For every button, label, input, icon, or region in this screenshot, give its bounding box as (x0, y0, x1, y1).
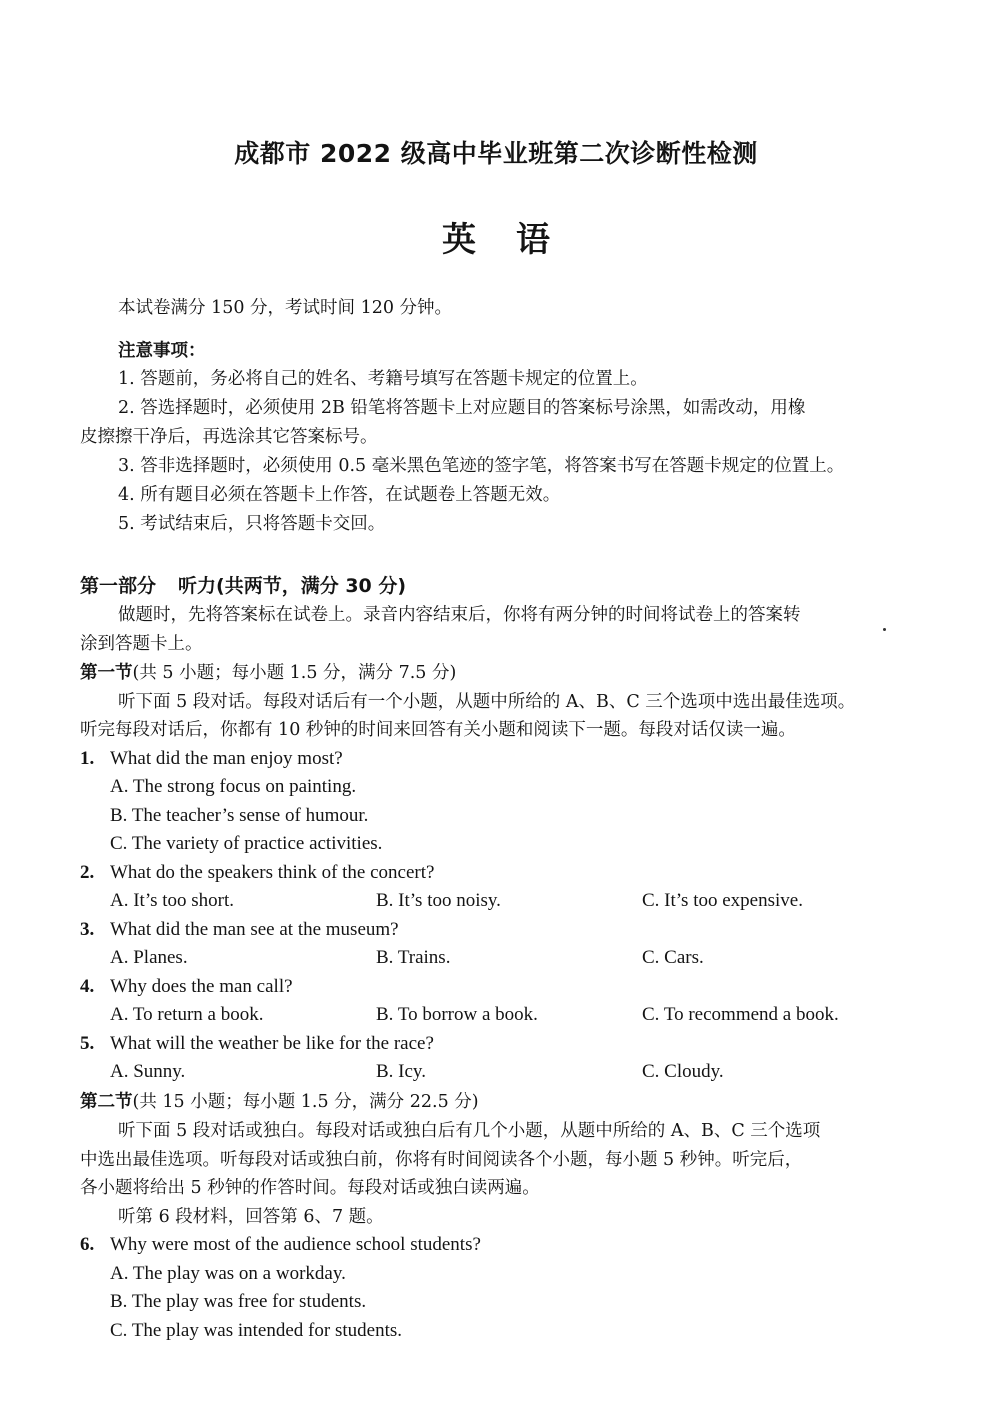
question-number: 5. (80, 1033, 95, 1054)
question-number: 1. (80, 748, 95, 769)
section2-instruction: 各小题将给出 5 秒钟的作答时间。每段对话或独白读两遍。 (80, 1178, 540, 1198)
option: B. Icy. (376, 1061, 426, 1082)
question-text: What did the man see at the museum? (110, 919, 399, 940)
exam-title: 成都市 2022 级高中毕业班第二次诊断性检测 (234, 139, 758, 168)
question (80, 1033, 434, 1055)
question-number: 3. (80, 919, 95, 940)
notice-heading: 注意事项： (118, 341, 206, 361)
section1-heading-detail: (共 5 小题；每小题 1.5 分，满分 7.5 分) (132, 663, 457, 683)
question-text: Why does the man call? (110, 976, 293, 997)
intro-text: 本试卷满分 150 分，考试时间 120 分钟。 (118, 298, 453, 318)
section2-heading-detail: (共 15 小题；每小题 1.5 分，满分 22.5 分) (132, 1092, 479, 1112)
section1-instruction: 听下面 5 段对话。每段对话后有一个小题，从题中所给的 A、B、C 三个选项中选出最佳选项。 (118, 692, 856, 712)
notice-item: 4. 所有题目必须在答题卡上作答，在试题卷上答题无效。 (118, 485, 561, 505)
option: A. The strong focus on painting. (110, 776, 357, 797)
option: A. Sunny. (110, 1061, 186, 1082)
question (80, 919, 399, 941)
option: A. To return a book. (110, 1004, 264, 1025)
notice-item: 1. 答题前，务必将自己的姓名、考籍号填写在答题卡规定的位置上。 (118, 369, 648, 389)
notice-item: 3. 答非选择题时，必须使用 0.5 毫米黑色笔迹的签字笔，将答案书写在答题卡规定的位置上。 (118, 456, 845, 476)
notice-item: 5. 考试结束后，只将答题卡交回。 (118, 514, 386, 534)
section2-instruction: 中选出最佳选项。听每段对话或独白前，你将有时间阅读各个小题，每小题 5 秒钟。听完后， (80, 1150, 803, 1170)
part1-heading (80, 575, 406, 598)
question (80, 976, 293, 998)
option: A. It’s too short. (110, 890, 235, 911)
question (80, 748, 343, 770)
option: B. To borrow a book. (376, 1004, 538, 1025)
notice-item: 皮擦擦干净后，再选涂其它答案标号。 (80, 427, 378, 447)
subject-title: 英语 (442, 220, 590, 260)
section1-heading (80, 662, 456, 684)
section1-heading-label: 第一节 (80, 663, 133, 683)
question-text: Why were most of the audience school students? (110, 1234, 481, 1255)
notice-item: 2. 答选择题时，必须使用 2B 铅笔将答题卡上对应题目的答案标号涂黑，如需改动，用橡 (118, 398, 806, 418)
section1-instruction: 听完每段对话后，你都有 10 秒钟的时间来回答有关小题和阅读下一题。每段对话仅读一遍。 (80, 720, 796, 740)
print-speck (883, 628, 886, 631)
section2-heading (80, 1091, 479, 1113)
option: C. To recommend a book. (642, 1004, 839, 1025)
option: C. The play was intended for students. (110, 1320, 402, 1341)
option: B. Trains. (376, 947, 451, 968)
option: C. The variety of practice activities. (110, 833, 383, 854)
section2-heading-label: 第二节 (80, 1092, 133, 1112)
part1-instruction: 涂到答题卡上。 (80, 634, 203, 654)
material-note: 听第 6 段材料，回答第 6、7 题。 (118, 1207, 384, 1227)
question-number: 2. (80, 862, 95, 883)
option: C. It’s too expensive. (642, 890, 803, 911)
question (80, 862, 435, 884)
option: B. The teacher’s sense of humour. (110, 805, 369, 826)
question-text: What did the man enjoy most? (110, 748, 343, 769)
option: A. Planes. (110, 947, 188, 968)
question (80, 1234, 481, 1256)
question-number: 4. (80, 976, 95, 997)
option: C. Cloudy. (642, 1061, 724, 1082)
question-text: What will the weather be like for the race? (110, 1033, 434, 1054)
part1-instruction: 做题时，先将答案标在试卷上。录音内容结束后，你将有两分钟的时间将试卷上的答案转 (118, 605, 801, 625)
option: B. It’s too noisy. (376, 890, 501, 911)
section2-instruction: 听下面 5 段对话或独白。每段对话或独白后有几个小题，从题中所给的 A、B、C 三个选项 (118, 1121, 821, 1141)
question-text: What do the speakers think of the concert? (110, 862, 435, 883)
question-number: 6. (80, 1234, 95, 1255)
option: A. The play was on a workday. (110, 1263, 346, 1284)
option: C. Cars. (642, 947, 704, 968)
part1-heading-label: 第一部分 (80, 575, 157, 597)
option: B. The play was free for students. (110, 1291, 367, 1312)
part1-heading-detail: 听力(共两节，满分 30 分) (178, 575, 407, 597)
